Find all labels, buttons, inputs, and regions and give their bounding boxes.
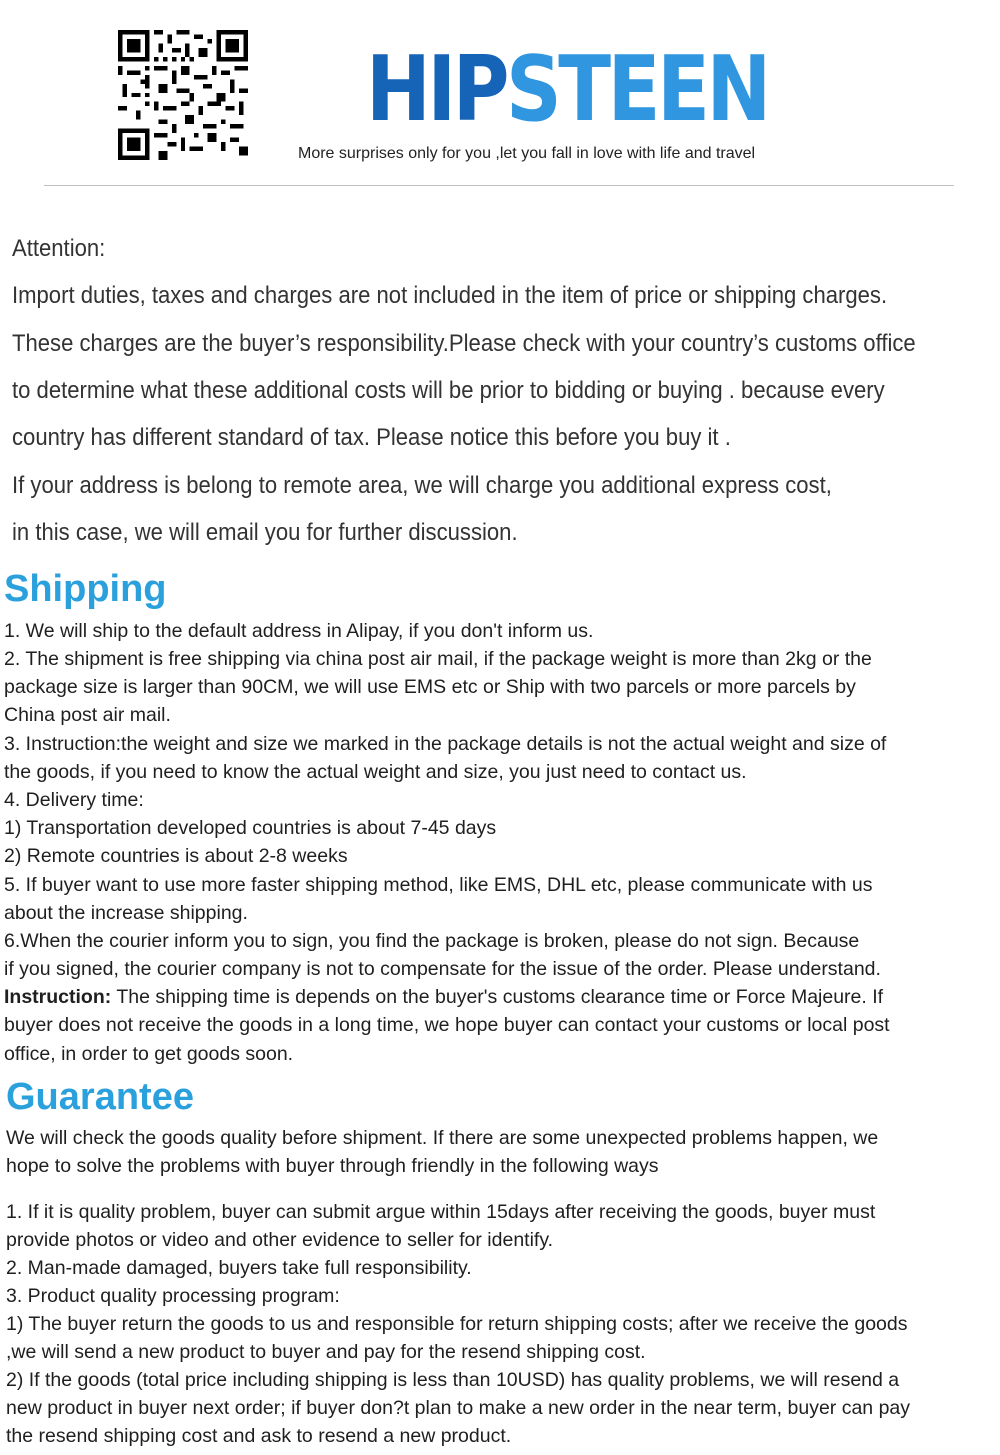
guarantee-intro-line: hope to solve the problems with buyer through friendly in the following ways bbox=[6, 1155, 659, 1177]
guarantee-line: new product in buyer next order; if buyer don?t plan to make a new order in the near term, buyer can pay bbox=[6, 1397, 911, 1419]
shipping-line: 1) Transportation developed countries is about 7-45 days bbox=[4, 817, 497, 839]
shipping-line: 1. We will ship to the default address in Alipay, if you don't inform us. bbox=[4, 620, 594, 642]
guarantee-heading: Guarantee bbox=[6, 1076, 194, 1118]
tagline: More surprises only for you ,let you fall in love with life and travel bbox=[298, 145, 756, 162]
header-divider bbox=[44, 185, 954, 186]
shipping-line: 4. Delivery time: bbox=[4, 789, 144, 811]
guarantee-line: 2) If the goods (total price including shipping is less than 10USD) has quality problems, we will resend a bbox=[6, 1369, 900, 1391]
shipping-line: the goods, if you need to know the actual weight and size, you just need to contact us. bbox=[4, 761, 747, 783]
attention-line: If your address is belong to remote area, we will charge you additional express cost, bbox=[12, 472, 832, 499]
qr-code-icon bbox=[118, 30, 248, 160]
shipping-line: 5. If buyer want to use more faster shipping method, like EMS, DHL etc, please communicate with us bbox=[4, 874, 873, 896]
brand-logo-part1: HIP bbox=[366, 37, 506, 142]
shipping-line: office, in order to get goods soon. bbox=[4, 1043, 294, 1065]
shipping-line: 2) Remote countries is about 2-8 weeks bbox=[4, 845, 348, 867]
shipping-line: if you signed, the courier company is not to compensate for the issue of the order. Please understand. bbox=[4, 958, 881, 980]
attention-line: country has different standard of tax. Please notice this before you buy it . bbox=[12, 424, 731, 451]
shipping-line: 6.When the courier inform you to sign, you find the package is broken, please do not sign. Because bbox=[4, 930, 860, 952]
shipping-heading: Shipping bbox=[4, 568, 167, 610]
guarantee-intro-line: We will check the goods quality before shipment. If there are some unexpected problems happen, we bbox=[6, 1127, 879, 1149]
guarantee-line: 1) The buyer return the goods to us and responsible for return shipping costs; after we receive the goods bbox=[6, 1313, 908, 1335]
shipping-line: 2. The shipment is free shipping via china post air mail, if the package weight is more than 2kg or the bbox=[4, 648, 872, 670]
shipping-line: buyer does not receive the goods in a long time, we hope buyer can contact your customs or local post bbox=[4, 1014, 890, 1036]
brand-logo-part2: STEEN bbox=[505, 37, 768, 142]
attention-line: Import duties, taxes and charges are not included in the item of price or shipping charges. bbox=[12, 282, 888, 309]
shipping-line: package size is larger than 90CM, we will use EMS etc or Ship with two parcels or more parcels by bbox=[4, 676, 856, 698]
brand-logo bbox=[366, 37, 768, 142]
guarantee-line: the resend shipping cost and ask to resend a new product. bbox=[6, 1425, 512, 1447]
shipping-instruction bbox=[4, 986, 883, 1009]
attention-line: These charges are the buyer’s responsibility.Please check with your country’s customs office bbox=[12, 330, 916, 357]
guarantee-line: provide photos or video and other evidence to seller for identify. bbox=[6, 1229, 554, 1251]
attention-title: Attention: bbox=[12, 235, 106, 262]
attention-line: to determine what these additional costs will be prior to bidding or buying . because every bbox=[12, 377, 885, 404]
instruction-text: The shipping time is depends on the buyer's customs clearance time or Force Majeure. If bbox=[111, 986, 884, 1008]
shipping-line: about the increase shipping. bbox=[4, 902, 248, 924]
guarantee-line: 1. If it is quality problem, buyer can submit argue within 15days after receiving the goods, buyer must bbox=[6, 1201, 876, 1223]
guarantee-line: 2. Man-made damaged, buyers take full responsibility. bbox=[6, 1257, 472, 1279]
guarantee-line: ,we will send a new product to buyer and pay for the resend shipping cost. bbox=[6, 1341, 646, 1363]
instruction-label: Instruction: bbox=[4, 986, 112, 1008]
shipping-line: China post air mail. bbox=[4, 704, 171, 726]
attention-line: in this case, we will email you for further discussion. bbox=[12, 519, 518, 546]
shipping-line: 3. Instruction:the weight and size we marked in the package details is not the actual weight and size of bbox=[4, 733, 887, 755]
guarantee-line: 3. Product quality processing program: bbox=[6, 1285, 340, 1307]
